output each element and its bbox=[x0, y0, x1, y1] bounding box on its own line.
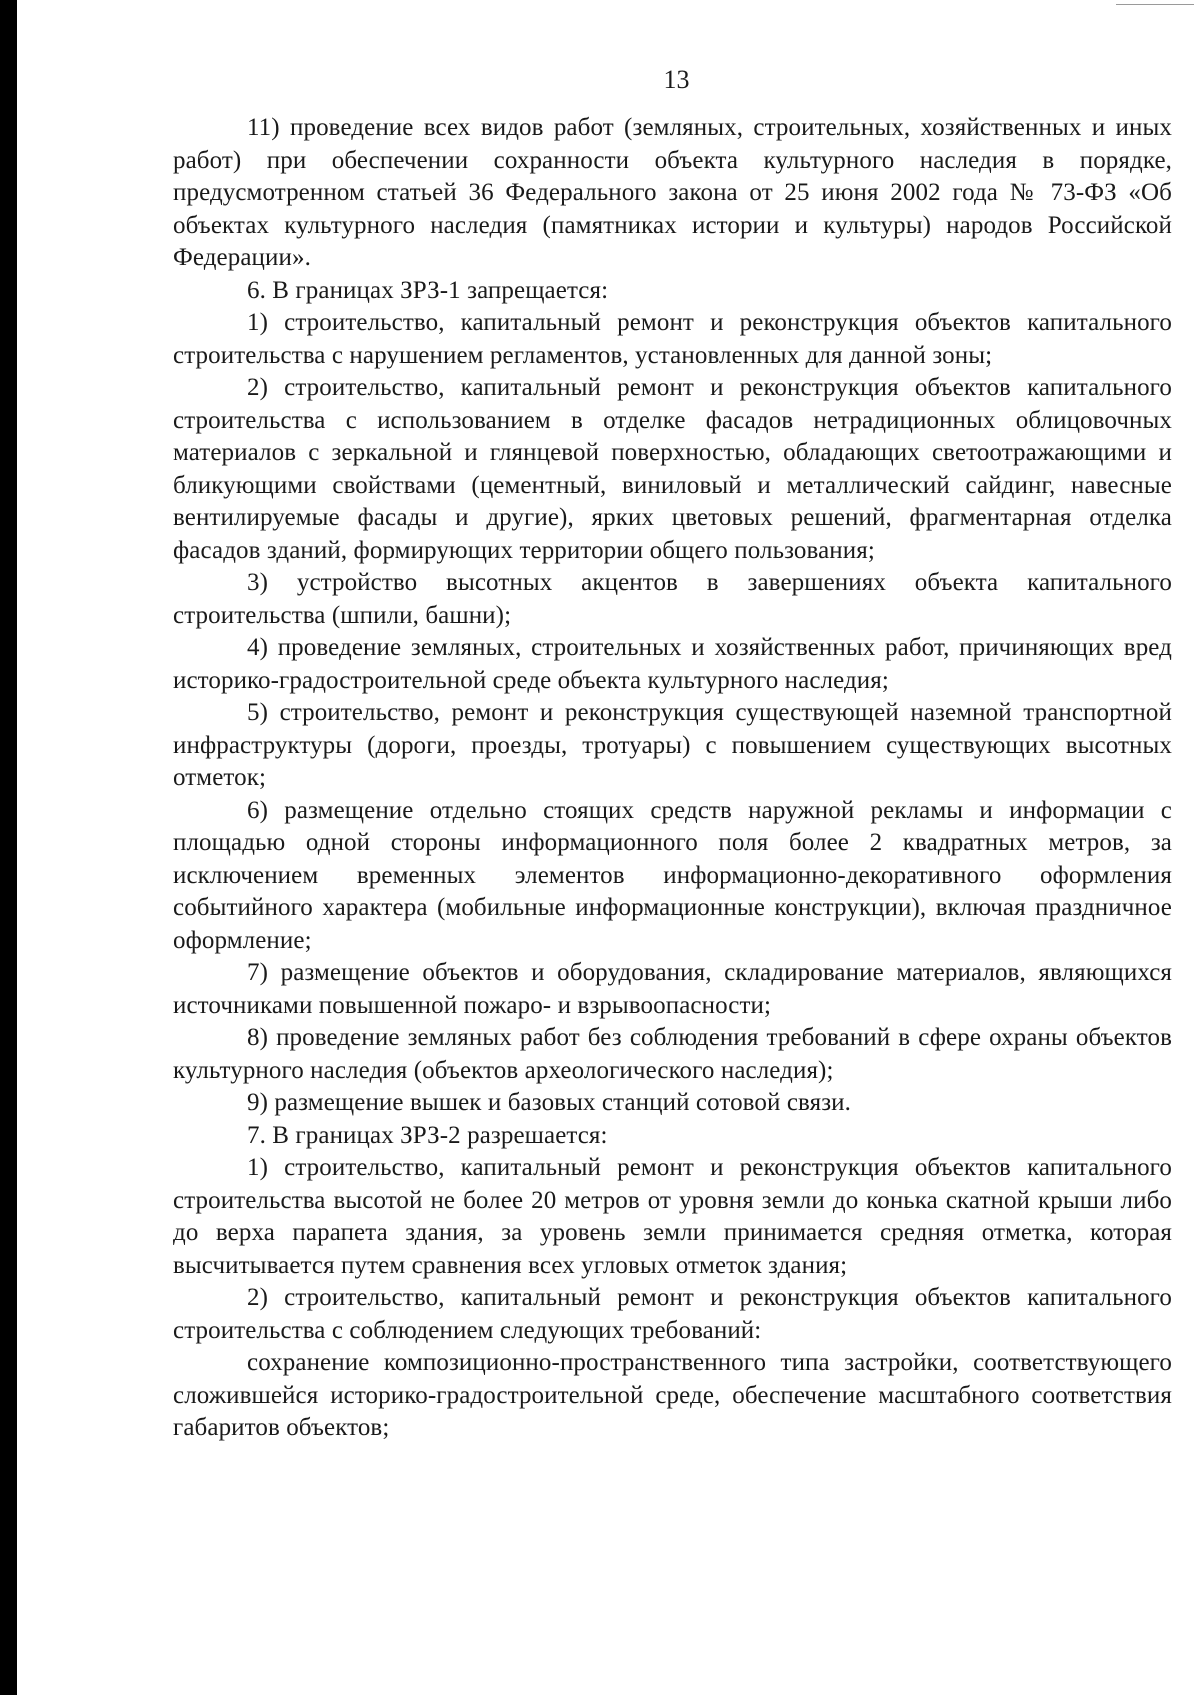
zrz1-item-3: 3) устройство высотных акцентов в завершениях объекта капитального строительства (шпили, башни); bbox=[173, 569, 1172, 629]
zrz1-item-9: 9) размещение вышек и базовых станций сотовой связи. bbox=[247, 1089, 852, 1116]
zrz1-item-1: 1) строительство, капитальный ремонт и реконструкция объектов капитального строительства с нарушением регламентов, установленных для данной зоны; bbox=[173, 309, 1172, 369]
document-body bbox=[173, 112, 1172, 1445]
zrz1-item-5: 5) строительство, ремонт и реконструкция существующей наземной транспортной инфраструктуры (дороги, проезды, тротуары) с повышением существующих высотных отметок; bbox=[173, 699, 1172, 791]
page-number: 13 bbox=[663, 65, 690, 94]
scan-mark bbox=[1116, 4, 1194, 5]
section-7-heading: 7. В границах ЗРЗ-2 разрешается: bbox=[247, 1121, 608, 1149]
zrz2-item-2: 2) строительство, капитальный ремонт и реконструкция объектов капитального строительства с соблюдением следующих требований: bbox=[173, 1284, 1172, 1344]
zrz1-item-4: 4) проведение земляных, строительных и хозяйственных работ, причиняющих вред историко-градостроительной среде объекта культурного наследия; bbox=[173, 634, 1172, 694]
section-6-heading: 6. В границах ЗРЗ-1 запрещается: bbox=[247, 276, 609, 304]
zrz1-item-2: 2) строительство, капитальный ремонт и реконструкция объектов капитального строительства с использованием в отделке фасадов нетрадиционных облицовочных материалов с зеркальной и глянцевой поверхностью, обладающих светоотражающими и бликующими свойствами (цементный, виниловый и металлический сайдинг, навесные вентилируемые фасады и другие), ярких цветовых решений, фрагментарная отделка фасадов зданий, формирующих территории общего пользования; bbox=[173, 374, 1172, 564]
zrz1-item-8: 8) проведение земляных работ без соблюдения требований в сфере охраны объектов культурного наследия (объектов археологического наследия); bbox=[173, 1024, 1172, 1084]
zrz2-requirement-1: сохранение композиционно-пространственного типа застройки, соответствующего сложившейся историко-градостроительной среде, обеспечение масштабного соответствия габаритов объектов; bbox=[173, 1349, 1172, 1441]
zrz1-item-7: 7) размещение объектов и оборудования, складирование материалов, являющихся источниками повышенной пожаро- и взрывоопасности; bbox=[173, 959, 1172, 1019]
scan-edge bbox=[0, 0, 17, 1695]
zrz1-item-6: 6) размещение отдельно стоящих средств наружной рекламы и информации с площадью одной стороны информационного поля более 2 квадратных метров, за исключением временных элементов информационно-декоративного оформления событийного характера (мобильные информационные конструкции), включая праздничное оформление; bbox=[173, 796, 1172, 954]
zrz2-item-1: 1) строительство, капитальный ремонт и реконструкция объектов капитального строительства высотой не более 20 метров от уровня земли до конька скатной крыши либо до верха парапета здания, за уровень земли принимается средняя отметка, которая высчитывается путем сравнения всех угловых отметок здания; bbox=[173, 1154, 1172, 1279]
paragraph-item-11: 11) проведение всех видов работ (земляных, строительных, хозяйственных и иных работ) при обеспечении сохранности объекта культурного наследия в порядке, предусмотренном статьей 36 Федерального закона от 25 июня 2002 года № 73-ФЗ «Об объектах культурного наследия (памятниках истории и культуры) народов Российской Федерации». bbox=[173, 114, 1172, 271]
